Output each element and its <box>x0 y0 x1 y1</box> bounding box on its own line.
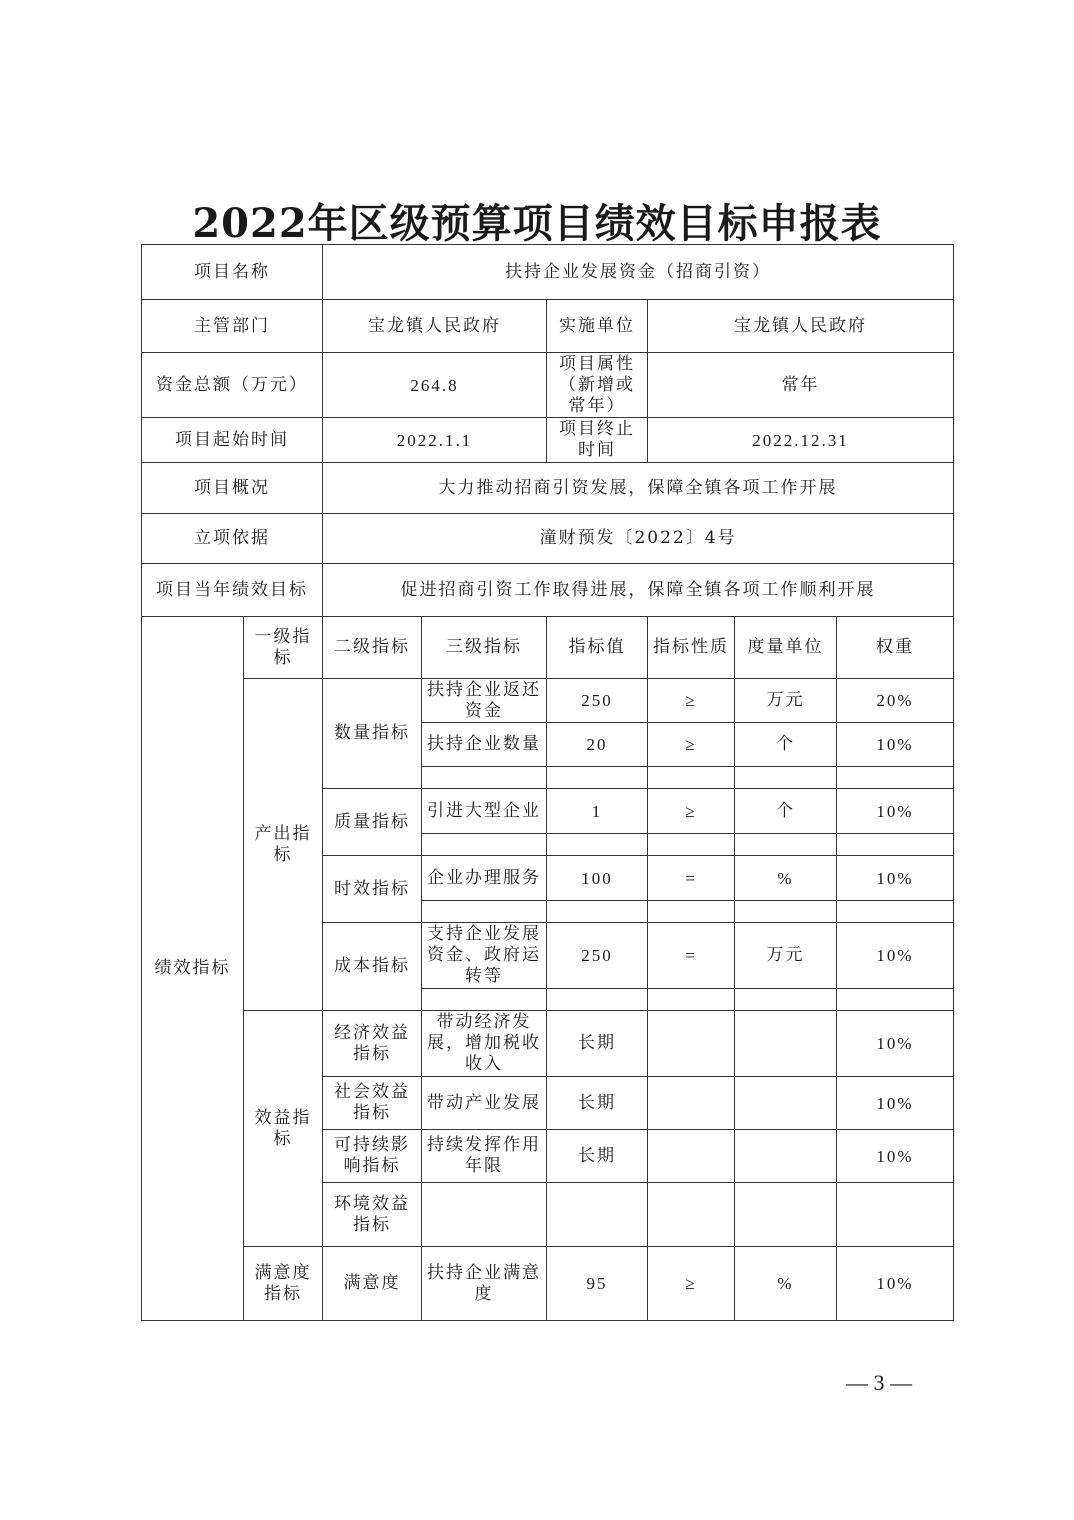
output-label: 产出指标 <box>244 679 323 1011</box>
value-cell <box>547 901 648 923</box>
weight-cell: 10% <box>837 1247 954 1321</box>
weight-cell <box>837 1183 954 1247</box>
l3-cell: 引进大型企业 <box>422 789 547 834</box>
unit-cell: % <box>735 1247 837 1321</box>
value-cell <box>547 767 648 789</box>
unit-cell <box>735 767 837 789</box>
l2-cell: 数量指标 <box>323 679 422 789</box>
nature-cell <box>648 1130 735 1183</box>
weight-cell: 10% <box>837 1077 954 1130</box>
l3-cell: 支持企业发展资金、政府运转等 <box>422 923 547 989</box>
l3-cell: 企业办理服务 <box>422 856 547 901</box>
l3-cell <box>422 1183 547 1247</box>
perf-label: 绩效指标 <box>142 617 244 1321</box>
nature-cell <box>648 989 735 1011</box>
l2-cell: 时效指标 <box>323 856 422 923</box>
perf-header: 指标性质 <box>648 617 735 679</box>
fund-value: 264.8 <box>323 353 547 418</box>
end-value: 2022.12.31 <box>648 418 954 463</box>
l2-cell: 成本指标 <box>323 923 422 1011</box>
nature-cell: ≥ <box>648 1247 735 1321</box>
unit-label: 实施单位 <box>547 300 648 353</box>
value-cell: 1 <box>547 789 648 834</box>
l2-cell: 可持续影响指标 <box>323 1130 422 1183</box>
attr-label: 项目属性（新增或常年） <box>547 353 648 418</box>
goal-label: 项目当年绩效目标 <box>142 564 323 617</box>
l3-cell: 带动产业发展 <box>422 1077 547 1130</box>
l3-cell: 扶持企业返还资金 <box>422 679 547 723</box>
nature-cell <box>648 1183 735 1247</box>
fund-label: 资金总额（万元） <box>142 353 323 418</box>
nature-cell: = <box>648 923 735 989</box>
unit-cell <box>735 1183 837 1247</box>
unit-cell: 万元 <box>735 679 837 723</box>
value-cell: 长期 <box>547 1130 648 1183</box>
nature-cell: = <box>648 856 735 901</box>
l2-cell: 质量指标 <box>323 789 422 856</box>
weight-cell <box>837 989 954 1011</box>
row-dept <box>142 300 954 353</box>
page-number: — 3 — <box>846 1370 912 1395</box>
value-cell: 长期 <box>547 1011 648 1077</box>
unit-cell <box>735 989 837 1011</box>
weight-cell: 10% <box>837 789 954 834</box>
perf-header: 度量单位 <box>735 617 837 679</box>
nature-cell: ≥ <box>648 679 735 723</box>
attr-value: 常年 <box>648 353 954 418</box>
weight-cell <box>837 901 954 923</box>
perf-header: 二级指标 <box>323 617 422 679</box>
l3-cell: 扶持企业数量 <box>422 723 547 767</box>
basis-value: 潼财预发〔2022〕4号 <box>323 514 954 564</box>
satisfaction-label: 满意度指标 <box>244 1247 323 1321</box>
dept-value: 宝龙镇人民政府 <box>323 300 547 353</box>
nature-cell <box>648 901 735 923</box>
l3-cell <box>422 834 547 856</box>
l2-cell: 社会效益指标 <box>323 1077 422 1130</box>
nature-cell <box>648 1011 735 1077</box>
weight-cell <box>837 767 954 789</box>
l2-cell: 环境效益指标 <box>323 1183 422 1247</box>
weight-cell <box>837 834 954 856</box>
value-cell <box>547 989 648 1011</box>
weight-cell: 10% <box>837 923 954 989</box>
project-name-value: 扶持企业发展资金（招商引资） <box>323 245 954 300</box>
value-cell: 20 <box>547 723 648 767</box>
row-overview <box>142 463 954 514</box>
row-basis <box>142 514 954 564</box>
dept-label: 主管部门 <box>142 300 323 353</box>
l3-cell: 带动经济发展，增加税收收入 <box>422 1011 547 1077</box>
value-cell: 250 <box>547 679 648 723</box>
l3-cell <box>422 767 547 789</box>
weight-cell: 10% <box>837 856 954 901</box>
perf-header: 三级指标 <box>422 617 547 679</box>
perf-header: 一级指标 <box>244 617 323 679</box>
l3-cell <box>422 989 547 1011</box>
unit-cell <box>735 901 837 923</box>
nature-cell: ≥ <box>648 789 735 834</box>
project-name-label: 项目名称 <box>142 245 323 300</box>
unit-cell: % <box>735 856 837 901</box>
page-title: 2022年区级预算项目绩效目标申报表 <box>192 200 882 247</box>
unit-cell <box>735 834 837 856</box>
table-row <box>142 1011 954 1077</box>
value-cell: 100 <box>547 856 648 901</box>
l2-cell: 经济效益指标 <box>323 1011 422 1077</box>
nature-cell: ≥ <box>648 723 735 767</box>
end-label: 项目终止时间 <box>547 418 648 463</box>
performance-form-table <box>141 244 954 1321</box>
perf-header: 权重 <box>837 617 954 679</box>
nature-cell <box>648 767 735 789</box>
weight-cell: 10% <box>837 1011 954 1077</box>
row-time <box>142 418 954 463</box>
basis-label: 立项依据 <box>142 514 323 564</box>
value-cell <box>547 834 648 856</box>
l3-cell: 持续发挥作用年限 <box>422 1130 547 1183</box>
value-cell: 95 <box>547 1247 648 1321</box>
l3-cell <box>422 901 547 923</box>
row-goal <box>142 564 954 617</box>
weight-cell: 10% <box>837 723 954 767</box>
nature-cell <box>648 1077 735 1130</box>
perf-header: 指标值 <box>547 617 648 679</box>
l2-cell: 满意度 <box>323 1247 422 1321</box>
start-value: 2022.1.1 <box>323 418 547 463</box>
table-row <box>142 679 954 723</box>
unit-cell <box>735 1130 837 1183</box>
unit-cell: 万元 <box>735 923 837 989</box>
weight-cell: 10% <box>837 1130 954 1183</box>
table-row <box>142 1247 954 1321</box>
unit-cell: 个 <box>735 789 837 834</box>
benefit-label: 效益指标 <box>244 1011 323 1247</box>
unit-value: 宝龙镇人民政府 <box>648 300 954 353</box>
goal-value: 促进招商引资工作取得进展，保障全镇各项工作顺利开展 <box>323 564 954 617</box>
unit-cell <box>735 1011 837 1077</box>
start-label: 项目起始时间 <box>142 418 323 463</box>
unit-cell: 个 <box>735 723 837 767</box>
l3-cell: 扶持企业满意度 <box>422 1247 547 1321</box>
weight-cell: 20% <box>837 679 954 723</box>
nature-cell <box>648 834 735 856</box>
row-fund <box>142 353 954 418</box>
row-project-name <box>142 245 954 300</box>
value-cell: 250 <box>547 923 648 989</box>
overview-label: 项目概况 <box>142 463 323 514</box>
value-cell: 长期 <box>547 1077 648 1130</box>
unit-cell <box>735 1077 837 1130</box>
value-cell <box>547 1183 648 1247</box>
perf-header-row <box>142 617 954 679</box>
overview-value: 大力推动招商引资发展，保障全镇各项工作开展 <box>323 463 954 514</box>
